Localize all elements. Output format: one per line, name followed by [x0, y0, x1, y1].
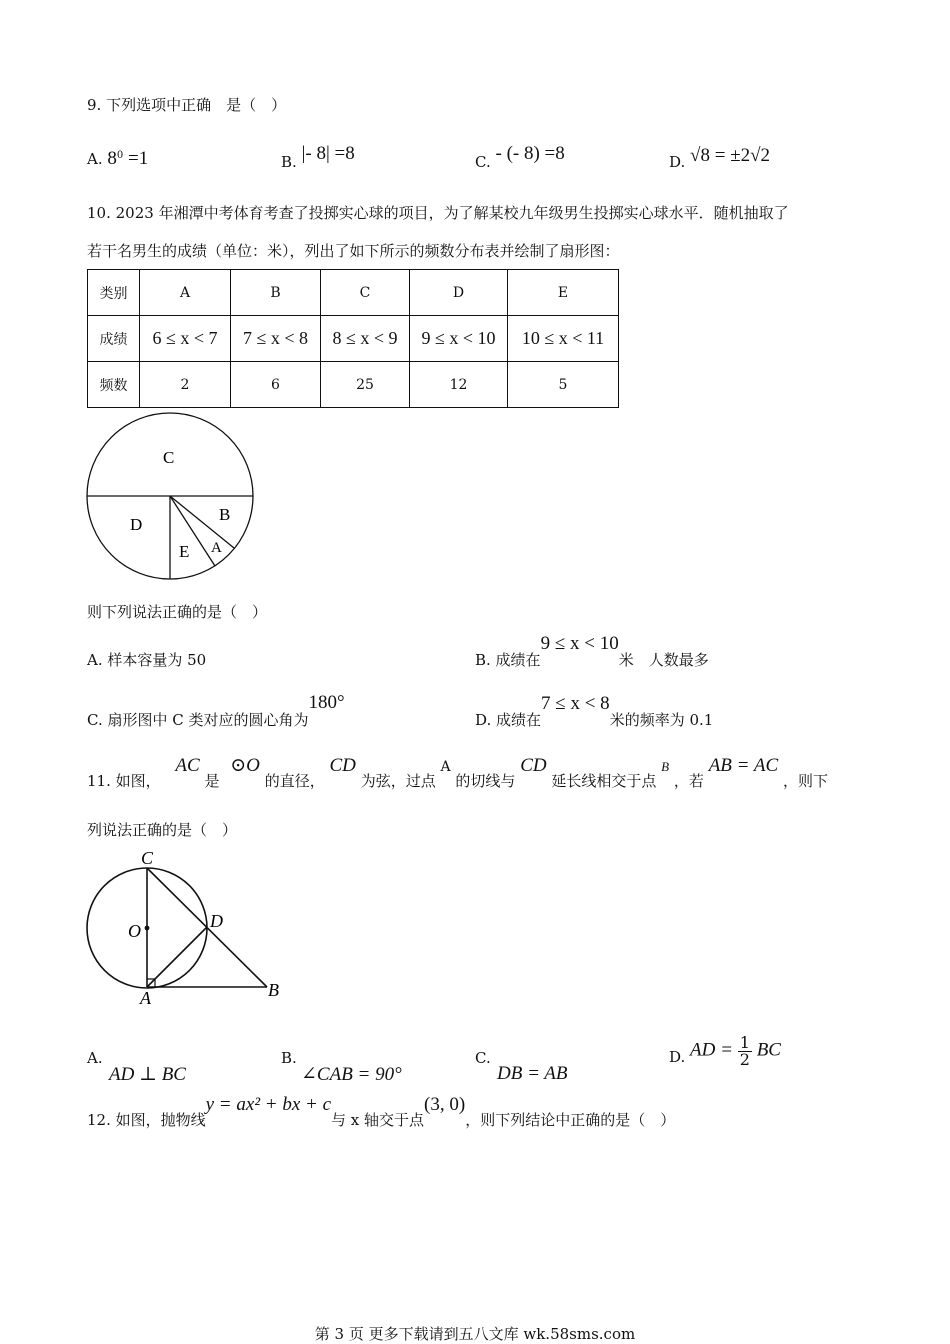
q11-option-d-rhs: BC	[756, 1039, 781, 1061]
q11-option-a	[87, 1049, 186, 1090]
q12-parabola: y = ax² + bx + c	[205, 1094, 332, 1115]
q11-stem-line1	[87, 754, 828, 790]
table-cell: A	[140, 270, 231, 316]
q9-option-d-label: D.	[669, 153, 686, 171]
q11-option-d-lhs: AD =	[690, 1039, 733, 1061]
page-footer: 第 3 页 更多下载请到五八文库 wk.58sms.com	[314, 1325, 636, 1343]
q12-stem	[87, 1094, 676, 1129]
table-row-score	[88, 316, 619, 362]
q9-stem: 9. 下列选项中正确 是（ ）	[87, 96, 287, 114]
q11-cd: CD	[329, 755, 356, 776]
q11-stem-line2: 列说法正确的是（ ）	[87, 821, 238, 839]
table-cell: 25	[321, 362, 410, 408]
q10-option-b-post: 米 人数最多	[618, 651, 709, 669]
q9-option-a-label: A.	[87, 150, 103, 168]
table-cell: 2	[140, 362, 231, 408]
pie-divider-e-a	[170, 496, 215, 566]
table-header-frequency: 频数	[88, 362, 140, 408]
table-cell: 8 ≤ x < 9	[321, 316, 410, 362]
figure-label-c: C	[141, 848, 154, 868]
q9-option-c-expr: - (- 8) =8	[495, 143, 565, 164]
q11-option-d-fraction	[738, 1035, 752, 1068]
q9-option-b-expr: |- 8| =8	[301, 143, 355, 164]
q11-option-b-label: B.	[281, 1049, 297, 1067]
table-cell: 7 ≤ x < 8	[231, 316, 321, 362]
table-header-score: 成绩	[88, 316, 140, 362]
q11-option-b-expr: ∠CAB = 90°	[301, 1064, 402, 1085]
circle-tangent-figure	[84, 845, 284, 1010]
figure-label-d: D	[210, 911, 223, 931]
q11-option-c-expr: DB = AB	[497, 1063, 568, 1084]
q9-option-c-label: C.	[475, 153, 491, 171]
q11-option-d-label: D.	[669, 1047, 686, 1066]
q12-stem-post: ，则下列结论中正确的是（ ）	[465, 1111, 676, 1129]
figure-label-o: O	[128, 921, 141, 941]
q10-option-c	[87, 692, 345, 729]
q11-condition: AB = AC	[708, 755, 779, 776]
table-cell: 9 ≤ x < 10	[410, 316, 508, 362]
q11-tangent-text: 的切线与	[455, 772, 516, 790]
q9-option-d-expr: √8 = ±2√2	[690, 145, 771, 166]
table-row-category	[88, 270, 619, 316]
pie-label-e: E	[179, 542, 190, 561]
q10-option-d-pre: D. 成绩在	[475, 711, 542, 729]
q11-end-text: ，则下	[782, 772, 828, 790]
q9-option-b	[281, 143, 355, 171]
q11-option-a-expr: AD ⊥ BC	[109, 1064, 186, 1085]
table-header-category: 类别	[88, 270, 140, 316]
table-cell: 10 ≤ x < 11	[508, 316, 619, 362]
q10-option-d-post: 米的频率为 0.1	[609, 711, 714, 729]
pie-label-c: C	[163, 448, 175, 467]
q10-option-d	[475, 693, 714, 729]
q11-circle-o: ⊙O	[230, 755, 260, 776]
q11-option-c-label: C.	[475, 1049, 491, 1067]
segment-ad	[147, 927, 207, 987]
table-cell: 6 ≤ x < 7	[140, 316, 231, 362]
pie-label-d: D	[130, 515, 143, 534]
q10-stem-line2: 若干名男生的成绩（单位：米），列出了如下所示的频数分布表并绘制了扇形图：	[87, 242, 620, 260]
q12-point: (3, 0)	[424, 1094, 466, 1115]
q11-cd-2: CD	[520, 755, 547, 776]
q10-option-c-pre: C. 扇形图中 C 类对应的圆心角为	[87, 711, 309, 729]
q11-option-c	[475, 1049, 568, 1089]
q11-option-b	[281, 1049, 402, 1090]
q11-number: 11. 如图，	[87, 772, 161, 790]
q11-diameter-text: 的直径，	[264, 772, 325, 790]
q10-option-c-expr: 180°	[308, 692, 345, 713]
q10-option-b-pre: B. 成绩在	[475, 651, 541, 669]
table-cell: 12	[410, 362, 508, 408]
q9-option-d	[669, 145, 771, 171]
q11-chord-text: 为弦，过点	[360, 772, 436, 790]
q11-point-b: B	[661, 759, 670, 774]
q12-stem-mid: 与 x 轴交于点	[331, 1111, 425, 1129]
q11-ac: AC	[175, 755, 200, 776]
q9-option-c	[475, 143, 565, 171]
q12-stem-pre: 12. 如图，抛物线	[87, 1111, 206, 1129]
table-cell: C	[321, 270, 410, 316]
fraction-numerator: 1	[739, 1033, 750, 1052]
table-cell: E	[508, 270, 619, 316]
center-point-o	[145, 926, 150, 931]
table-row-frequency	[88, 362, 619, 408]
table-cell: 6	[231, 362, 321, 408]
pie-label-b: B	[219, 505, 231, 524]
table-cell: D	[410, 270, 508, 316]
q9-option-a-rhs: =1	[128, 148, 149, 169]
q10-option-a: A. 样本容量为 50	[87, 651, 207, 669]
q9-option-a	[87, 148, 148, 170]
figure-label-b: B	[268, 980, 279, 1000]
pie-chart-figure	[84, 411, 259, 583]
q10-option-d-expr: 7 ≤ x < 8	[541, 693, 610, 714]
q10-option-b	[475, 633, 709, 669]
q11-option-d	[669, 1035, 781, 1068]
table-cell: 5	[508, 362, 619, 408]
q11-option-a-label: A.	[87, 1049, 103, 1067]
q11-shi: 是	[204, 772, 220, 790]
pie-label-a: A	[211, 540, 222, 556]
fraction-denominator: 2	[739, 1050, 750, 1069]
q11-extend-text: 延长线相交于点	[551, 772, 657, 790]
q11-point-a: A	[440, 759, 451, 775]
table-cell: B	[231, 270, 321, 316]
q9-option-a-base: 8	[107, 148, 117, 169]
q10-question: 则下列说法正确的是（ ）	[87, 603, 268, 621]
frequency-table	[87, 269, 619, 408]
q10-option-b-expr: 9 ≤ x < 10	[540, 633, 619, 654]
q9-option-a-exponent: 0	[116, 150, 124, 161]
q10-stem-line1: 10. 2023 年湘潭中考体育考查了投掷实心球的项目，为了解某校九年级男生投掷实心球水平．随机抽取了	[87, 204, 789, 222]
q11-ruo-text: ，若	[673, 772, 704, 790]
q9-option-b-label: B.	[281, 153, 297, 171]
figure-label-a: A	[140, 988, 151, 1008]
